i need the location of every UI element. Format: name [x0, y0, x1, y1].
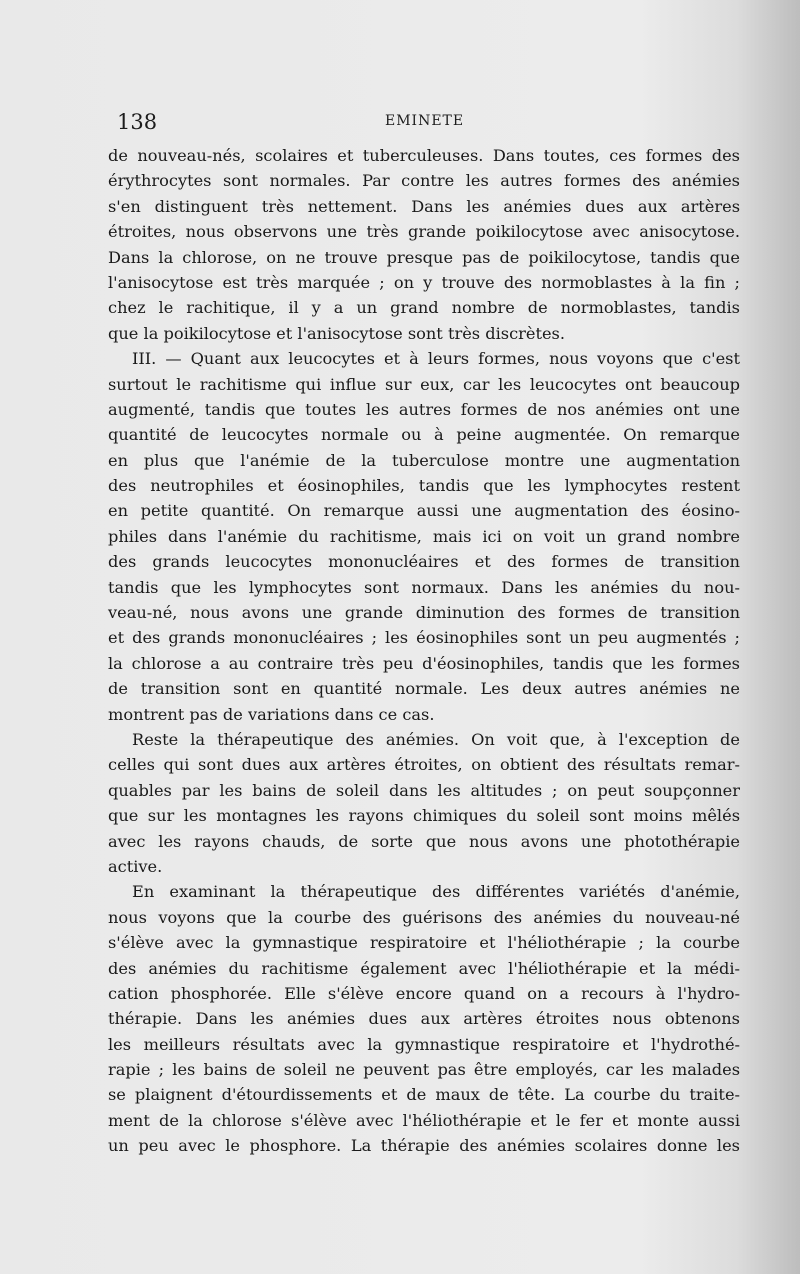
- text-line: et des grands mononucléaires ; les éosinophiles sont un peu augmentés ;: [108, 628, 740, 648]
- text-line: s'élève avec la gymnastique respiratoire et l'héliothérapie ; la courbe: [108, 933, 740, 953]
- text-line: la chlorose a au contraire très peu d'éosinophiles, tandis que les formes: [108, 653, 740, 673]
- text-line: Dans la chlorose, on ne trouve presque pas de poikilocytose, tandis que: [108, 247, 740, 267]
- page-header: [117, 110, 747, 140]
- text-line: augmenté, tandis que toutes les autres formes de nos anémies ont une: [108, 399, 740, 419]
- text-line: En examinant la thérapeutique des différentes variétés d'anémie,: [132, 882, 740, 902]
- running-head: EMINETE: [385, 113, 465, 129]
- text-line: philes dans l'anémie du rachitisme, mais ici on voit un grand nombre: [108, 526, 740, 546]
- text-line: des neutrophiles et éosinophiles, tandis que les lymphocytes restent: [108, 476, 740, 496]
- text-line: tandis que les lymphocytes sont normaux. Dans les anémies du nou-: [108, 577, 740, 597]
- text-line: de transition sont en quantité normale. Les deux autres anémies ne: [108, 679, 740, 699]
- text-line: s'en distinguent très nettement. Dans les anémies dues aux artères: [108, 196, 740, 216]
- text-line: avec les rayons chauds, de sorte que nous avons une photothérapie: [108, 831, 740, 851]
- text-line: cation phosphorée. Elle s'élève encore quand on a recours à l'hydro-: [108, 983, 740, 1003]
- text-line: quantité de leucocytes normale ou à peine augmentée. On remarque: [108, 425, 740, 445]
- text-line: en plus que l'anémie de la tuberculose montre une augmentation: [108, 450, 740, 470]
- text-line: montrent pas de variations dans ce cas.: [108, 704, 435, 724]
- text-line: que sur les montagnes les rayons chimiques du soleil sont moins mêlés: [108, 806, 740, 826]
- text-line: chez le rachitique, il y a un grand nombre de normoblastes, tandis: [108, 298, 740, 318]
- text-line: surtout le rachitisme qui influe sur eux, car les leucocytes ont beaucoup: [108, 374, 740, 394]
- text-line: active.: [108, 856, 163, 876]
- text-line: étroites, nous observons une très grande poikilocytose avec anisocytose.: [108, 222, 740, 242]
- text-line: nous voyons que la courbe des guérisons des anémies du nouveau-né: [108, 907, 740, 927]
- text-line: un peu avec le phosphore. La thérapie des anémies scolaires donne les: [108, 1136, 740, 1156]
- text-line: des grands leucocytes mononucléaires et des formes de transition: [108, 552, 740, 572]
- text-line: ment de la chlorose s'élève avec l'héliothérapie et le fer et monte aussi: [108, 1110, 740, 1130]
- body-text: [108, 143, 740, 1159]
- text-line: rapie ; les bains de soleil ne peuvent pas être employés, car les malades: [108, 1060, 740, 1080]
- text-line: des anémies du rachitisme également avec l'héliothérapie et la médi-: [108, 958, 740, 978]
- page-number: 138: [117, 110, 158, 134]
- text-line: érythrocytes sont normales. Par contre les autres formes des anémies: [108, 171, 740, 191]
- text-line: que la poikilocytose et l'anisocytose sont très discrètes.: [108, 323, 566, 343]
- text-line: de nouveau-nés, scolaires et tuberculeuses. Dans toutes, ces formes des: [108, 146, 740, 165]
- text-line: thérapie. Dans les anémies dues aux artères étroites nous obtenons: [108, 1009, 740, 1029]
- text-line: Reste la thérapeutique des anémies. On voit que, à l'exception de: [132, 729, 740, 749]
- text-line: veau-né, nous avons une grande diminution des formes de transition: [108, 603, 740, 623]
- text-line: l'anisocytose est très marquée ; on y trouve des normoblastes à la fin ;: [108, 272, 740, 292]
- text-line: quables par les bains de soleil dans les altitudes ; on peut soupçonner: [108, 780, 740, 800]
- text-line: se plaignent d'étourdissements et de maux de tête. La courbe du traite-: [108, 1085, 740, 1105]
- text-line: les meilleurs résultats avec la gymnastique respiratoire et l'hydrothé-: [108, 1034, 740, 1054]
- text-line: celles qui sont dues aux artères étroites, on obtient des résultats remar-: [108, 755, 740, 775]
- text-line: III. — Quant aux leucocytes et à leurs formes, nous voyons que c'est: [132, 349, 740, 369]
- text-line: en petite quantité. On remarque aussi une augmentation des éosino-: [108, 501, 740, 521]
